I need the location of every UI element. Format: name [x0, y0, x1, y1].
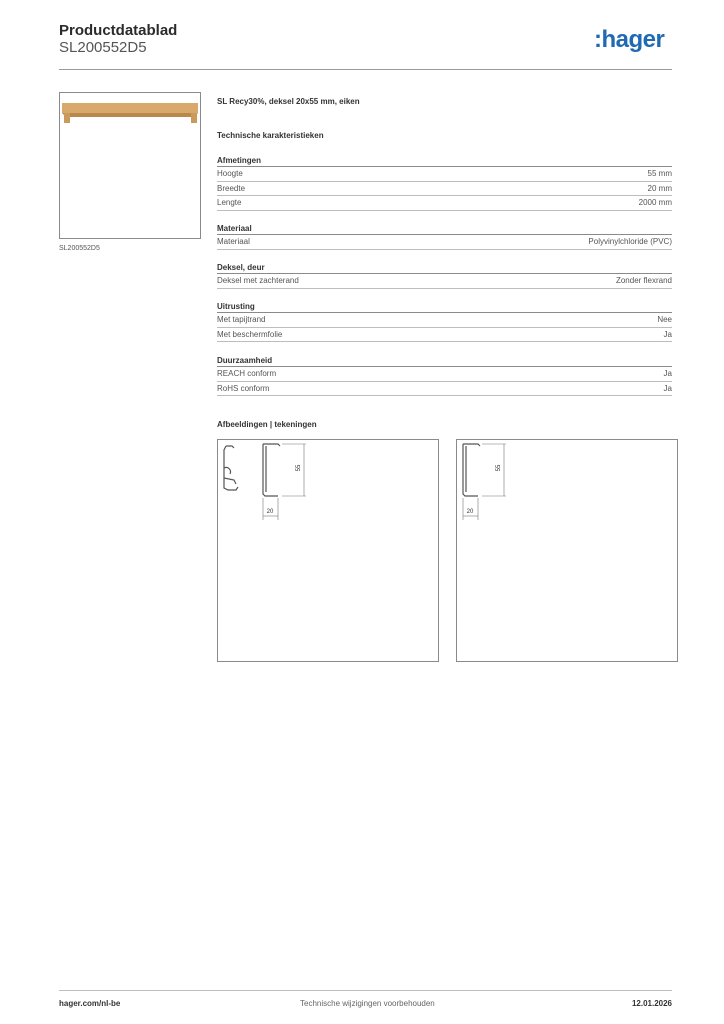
profile-drawing	[457, 440, 677, 661]
product-description: SL Recy30%, deksel 20x55 mm, eiken	[217, 97, 360, 106]
product-image-caption: SL200552D5	[59, 245, 100, 252]
group-afmetingen	[217, 155, 672, 211]
spec-row	[217, 382, 672, 397]
spec-row	[217, 367, 672, 382]
width-dimension-label: 20	[466, 509, 474, 515]
spec-value: Zonder flexrand	[615, 276, 672, 285]
spec-value: 55 mm	[647, 169, 672, 178]
group-title: Duurzaamheid	[217, 355, 672, 367]
spec-label: Met beschermfolie	[217, 329, 283, 339]
spec-value: Nee	[657, 315, 672, 324]
spec-value: Ja	[663, 383, 672, 393]
width-dimension-label: 20	[266, 509, 274, 515]
spec-label: Breedte	[217, 183, 246, 193]
spec-row	[217, 274, 672, 289]
height-dimension-label: 55	[496, 464, 502, 472]
spec-label: Materiaal	[217, 237, 250, 246]
spec-label: Met tapijtrand	[217, 315, 266, 324]
footer-note: Technische wijzigingen voorbehouden	[300, 999, 435, 1008]
spec-value: Polyvinylchloride (PVC)	[588, 237, 672, 246]
drawing-panel-2	[456, 439, 678, 662]
drawing-panel-1	[217, 439, 439, 662]
footer-date: 12.01.2026	[631, 999, 672, 1008]
footer-website-link[interactable]: hager.com/nl-be	[59, 999, 121, 1008]
spec-row	[217, 235, 672, 250]
spec-label: Deksel met zachterand	[217, 276, 299, 285]
spec-label: Lengte	[217, 198, 242, 207]
spec-row	[217, 196, 672, 211]
group-title: Uitrusting	[217, 301, 672, 313]
group-title: Materiaal	[217, 223, 672, 235]
group-materiaal	[217, 223, 672, 250]
spec-value: 20 mm	[647, 183, 672, 193]
spec-label: RoHS conform	[217, 383, 270, 393]
group-title: Afmetingen	[217, 155, 672, 167]
tech-characteristics-heading: Technische karakteristieken	[217, 131, 324, 140]
height-dimension-label: 55	[296, 464, 302, 472]
page-title: Productdatablad	[59, 22, 178, 39]
group-uitrusting	[217, 301, 672, 342]
spec-row	[217, 182, 672, 197]
header-divider	[59, 69, 672, 70]
group-duurzaamheid	[217, 355, 672, 396]
spec-value: Ja	[663, 369, 672, 378]
spec-value: 2000 mm	[638, 198, 672, 207]
spec-value: Ja	[663, 329, 672, 339]
product-image-frame	[59, 92, 201, 239]
product-code: SL200552D5	[59, 39, 147, 56]
profile-drawing	[218, 440, 438, 661]
product-image	[60, 93, 200, 238]
images-heading: Afbeeldingen | tekeningen	[217, 420, 317, 429]
spec-label: REACH conform	[217, 369, 277, 378]
spec-row	[217, 313, 672, 328]
spec-label: Hoogte	[217, 169, 243, 178]
hager-logo: :hager	[594, 26, 665, 53]
footer-divider	[59, 990, 672, 991]
spec-row	[217, 167, 672, 182]
spec-row	[217, 328, 672, 343]
group-title: Deksel, deur	[217, 262, 672, 274]
group-deksel-deur	[217, 262, 672, 289]
